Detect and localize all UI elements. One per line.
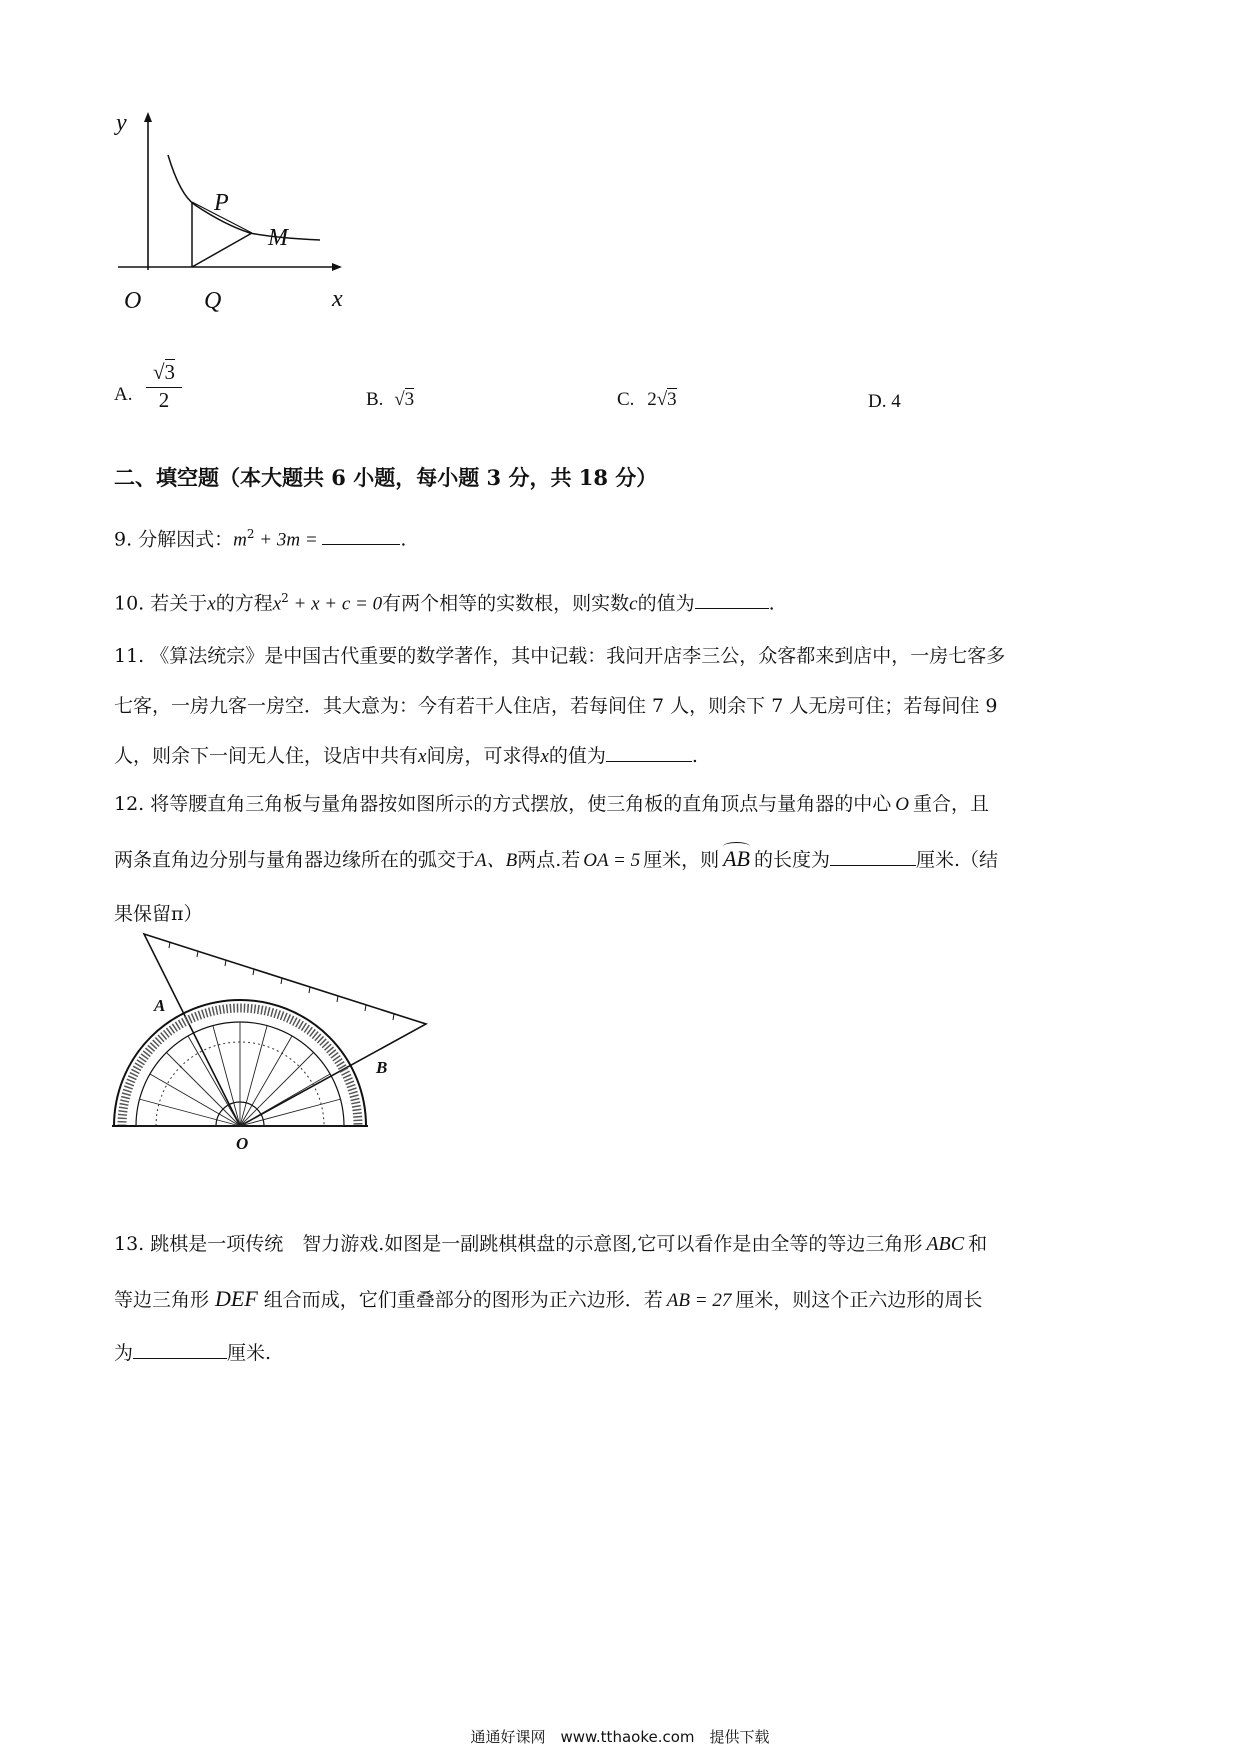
graph-label-m: M [268, 225, 288, 251]
choice-c-coef: 2 [647, 389, 657, 410]
q12-line2-d: 的长度为 [754, 849, 831, 871]
protractor-label-b: B [376, 1058, 388, 1077]
choice-a-denominator: 2 [158, 388, 170, 412]
q11-line3-a: 人，则余下一间无人住，设店中共有 [114, 745, 419, 767]
q11-line3-c: 的值为 [548, 745, 606, 767]
question-11-line-3 [114, 743, 698, 769]
q13-ab: AB = 27 [666, 1290, 732, 1311]
page-footer: 通通好课网 www.tthaoke.com 提供下载 [470, 1728, 770, 1746]
hyperbola-graph-figure [110, 110, 360, 330]
q12-o: O [895, 794, 909, 815]
graph-label-o: O [124, 288, 142, 314]
q13-line2-b: 组合而成，它们重叠部分的图形为正六边形．若 [263, 1289, 663, 1311]
choice-b [366, 389, 414, 411]
q13-line1-b: 和 [968, 1233, 988, 1255]
q10-mid3: 的值为 [637, 592, 695, 615]
question-11-line-2: 七客，一房九客一房空．其大意为：今有若干人住店，若每间住 7 人，则余下 7 人无房可住；若每间住 9 [114, 695, 998, 717]
q12-arc-ab: AB [723, 846, 750, 871]
x-axis-arrow [332, 263, 342, 271]
q9-answer-blank[interactable] [322, 526, 400, 545]
choice-c-rad: 3 [667, 389, 677, 410]
q13-line2-c: 厘米，则这个正六边形的周长 [735, 1289, 983, 1311]
q11-line3-b: 间房，可求得 [426, 745, 541, 767]
y-axis-arrow [144, 112, 152, 122]
q12-line2-e: 厘米.（结 [916, 849, 999, 871]
segment-qm [192, 233, 252, 267]
q13-line3-a: 为 [114, 1342, 134, 1364]
choice-a-numerator [146, 360, 182, 388]
question-13-line-3 [114, 1340, 271, 1365]
question-12-line-2 [114, 847, 998, 873]
q11-var-x2: x [540, 746, 549, 767]
choice-c-label: C. [617, 389, 635, 410]
q13-line2-a: 等边三角形 [114, 1289, 210, 1311]
set-square [144, 934, 426, 1126]
q10-var-x: x [207, 593, 216, 615]
q9-expr: + 3m = [254, 529, 323, 551]
graph-label-x: x [332, 286, 343, 312]
q12-line2-a: 两条直角边分别与量角器边缘所在的弧交于 [114, 849, 476, 871]
q13-abc: ABC [926, 1233, 965, 1255]
q9-end: . [400, 528, 407, 551]
choice-c [617, 389, 677, 411]
q13-answer-blank[interactable] [133, 1340, 227, 1359]
q9-m: m [233, 529, 247, 551]
q12-line1-a: 12. 将等腰直角三角板与量角器按如图所示的方式摆放，使三角板的直角顶点与量角器的中心 [114, 793, 892, 815]
question-13-line-2 [114, 1287, 982, 1313]
question-11-line-1: 11. 《算法统宗》是中国古代重要的数学著作，其中记载：我问开店李三公，众客都来到店中，一房七客多 [114, 645, 1006, 667]
choice-d: D. 4 [868, 391, 901, 412]
q11-var-x: x [418, 746, 427, 767]
radical-sign: √ [656, 389, 668, 410]
q9-prefix: 9. 分解因式： [114, 528, 234, 551]
question-12-line-3: 果保留π） [114, 903, 203, 925]
q13-def: DEF [215, 1286, 258, 1311]
q10-answer-blank[interactable] [695, 590, 769, 609]
choice-a [114, 384, 132, 406]
q13-line1-a: 13. 跳棋是一项传统 智力游戏.如图是一副跳棋棋盘的示意图,它可以看作是由全等的等边三角形 [114, 1233, 923, 1255]
section-2-heading: 二、填空题（本大题共 6 小题，每小题 3 分，共 18 分） [114, 465, 658, 490]
q13-line3-b: 厘米. [227, 1342, 272, 1364]
hyperbola-curve [168, 155, 320, 240]
q10-mid2: 有两个相等的实数根，则实数 [382, 592, 630, 615]
q12-line2-b: 两点.若 [517, 849, 581, 871]
choice-a-fraction [146, 360, 182, 413]
q11-answer-blank[interactable] [606, 743, 692, 762]
q12-line1-b: 重合，且 [913, 793, 990, 815]
q12-ab-points: A、B [475, 850, 518, 871]
q10-end: . [768, 592, 775, 615]
q10-eq-rest: + x + c = 0 [288, 593, 383, 615]
radical-sign: √ [152, 360, 165, 384]
radical-sign: √ [394, 389, 405, 410]
protractor-label-a: A [154, 996, 166, 1015]
question-13-line-1 [114, 1232, 987, 1256]
choice-b-label: B. [366, 389, 384, 410]
protractor-label-o: O [236, 1134, 249, 1153]
q11-end: . [691, 745, 698, 767]
q12-oa: OA = 5 [583, 850, 641, 871]
graph-label-y: y [116, 110, 127, 136]
question-12-line-1 [114, 792, 989, 817]
q10-mid1: 的方程 [215, 592, 273, 615]
graph-label-p: P [214, 190, 229, 216]
q10-prefix: 10. 若关于 [114, 592, 208, 615]
graph-label-q: Q [204, 288, 222, 314]
q10-sup: 2 [281, 591, 289, 605]
q12-line2-c: 厘米，则 [643, 849, 720, 871]
q10-eq-x: x [272, 593, 282, 615]
choice-a-label: A. [114, 384, 133, 405]
protractor-triangle-figure [110, 930, 430, 1160]
q9-sup: 2 [246, 527, 255, 541]
arc-symbol [723, 842, 750, 851]
question-10 [114, 586, 775, 616]
choice-b-rad: 3 [404, 389, 415, 410]
q10-var-c: c [629, 593, 638, 615]
choice-a-num: 3 [164, 360, 176, 384]
question-9 [114, 522, 406, 552]
set-square-ticks [169, 942, 394, 1020]
q12-answer-blank[interactable] [830, 847, 916, 866]
